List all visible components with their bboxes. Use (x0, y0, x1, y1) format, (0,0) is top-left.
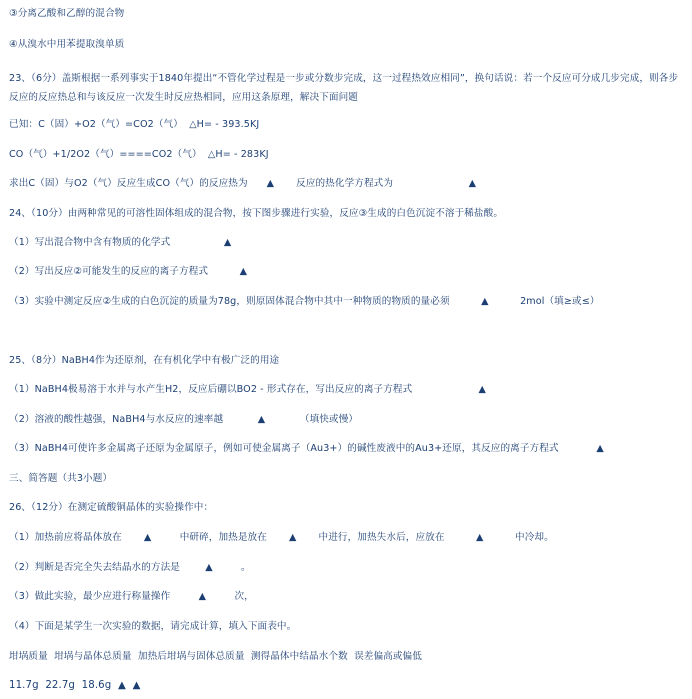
question-25-part-2: （2）溶液的酸性越强，NaBH4与水反应的速率越 ▲ （填快或慢） (9, 414, 359, 425)
section-heading: 三、简答题（共3小题） (9, 473, 113, 484)
table-header-row: 坩埚质量 坩埚与晶体总质量 加热后坩埚与固体总质量 测得晶体中结晶水个数 误差偏高或偏低 (9, 651, 422, 662)
question-23-intro: 23、（6分）盖斯根据一系列事实于1840年提出“不管化学过程是一步或分数步完成，这一过程热效应相同”，换句话说：若一个反应可分成几步完成，则各步反应的反应热总和与该反应一次发生时反应热相同，应用这条原理，解决下面问题 (9, 73, 679, 103)
table-data-row: 11.7g 22.7g 18.6g ▲ ▲ (9, 680, 141, 691)
question-24-part-3: （3）实验中测定反应②生成的白色沉淀的质量为78g，则原固体混合物中其中一种物质的物质的量必须 ▲ 2mol（填≥或≤） (9, 296, 600, 307)
question-25-part-1: （1）NaBH4极易溶于水并与水产生H2，反应后硼以BO2 - 形式存在，写出反应的离子方程式 ▲ (9, 384, 486, 395)
question-26-part-1: （1）加热前应将晶体放在 ▲ 中研碎，加热是放在 ▲ 中进行，加热失水后，应放在 ▲ 中冷却。 (9, 532, 554, 543)
question-25-part-3: （3）NaBH4可使许多金属离子还原为金属原子，例如可使金属离子（Au3+）的碱性废液中的Au3+还原，其反应的离子方程式 ▲ (9, 443, 604, 454)
question-23-given-2: CO（气）+1/2O2（气）====CO2（气） △H= - 283KJ (9, 149, 269, 160)
question-26-part-2: （2）判断是否完全失去结晶水的方法是 ▲ 。 (9, 562, 251, 573)
question-24-part-1: （1）写出混合物中含有物质的化学式 ▲ (9, 237, 232, 248)
question-26-intro: 26、（12分）在测定硫酸铜晶体的实验操作中： (9, 502, 214, 513)
question-24-intro: 24、（10分）由两种常见的可溶性固体组成的混合物，按下图步骤进行实验，反应③生成的白色沉淀不溶于稀盐酸。 (9, 208, 504, 219)
question-25-intro: 25、（8分）NaBH4作为还原剂，在有机化学中有极广泛的用途 (9, 355, 280, 366)
question-24-part-2: （2）写出反应②可能发生的反应的离子方程式 ▲ (9, 266, 248, 277)
question-23-given-1: 已知：C（固）+O2（气）=CO2（气） △H= - 393.5KJ (9, 119, 260, 130)
question-26-part-4: （4）下面是某学生一次实验的数据，请完成计算，填入下面表中。 (9, 621, 297, 632)
question-23-ask: 求出C（固）与O2（气）反应生成CO（气）的反应热为 ▲ 反应的热化学方程式为 ▲ (9, 178, 477, 189)
text-line-1: ③分离乙酸和乙醇的混合物 (9, 8, 125, 19)
text-line-2: ④从溴水中用苯提取溴单质 (9, 39, 125, 50)
question-26-part-3: （3）做此实验，最少应进行称量操作 ▲ 次， (9, 591, 254, 602)
